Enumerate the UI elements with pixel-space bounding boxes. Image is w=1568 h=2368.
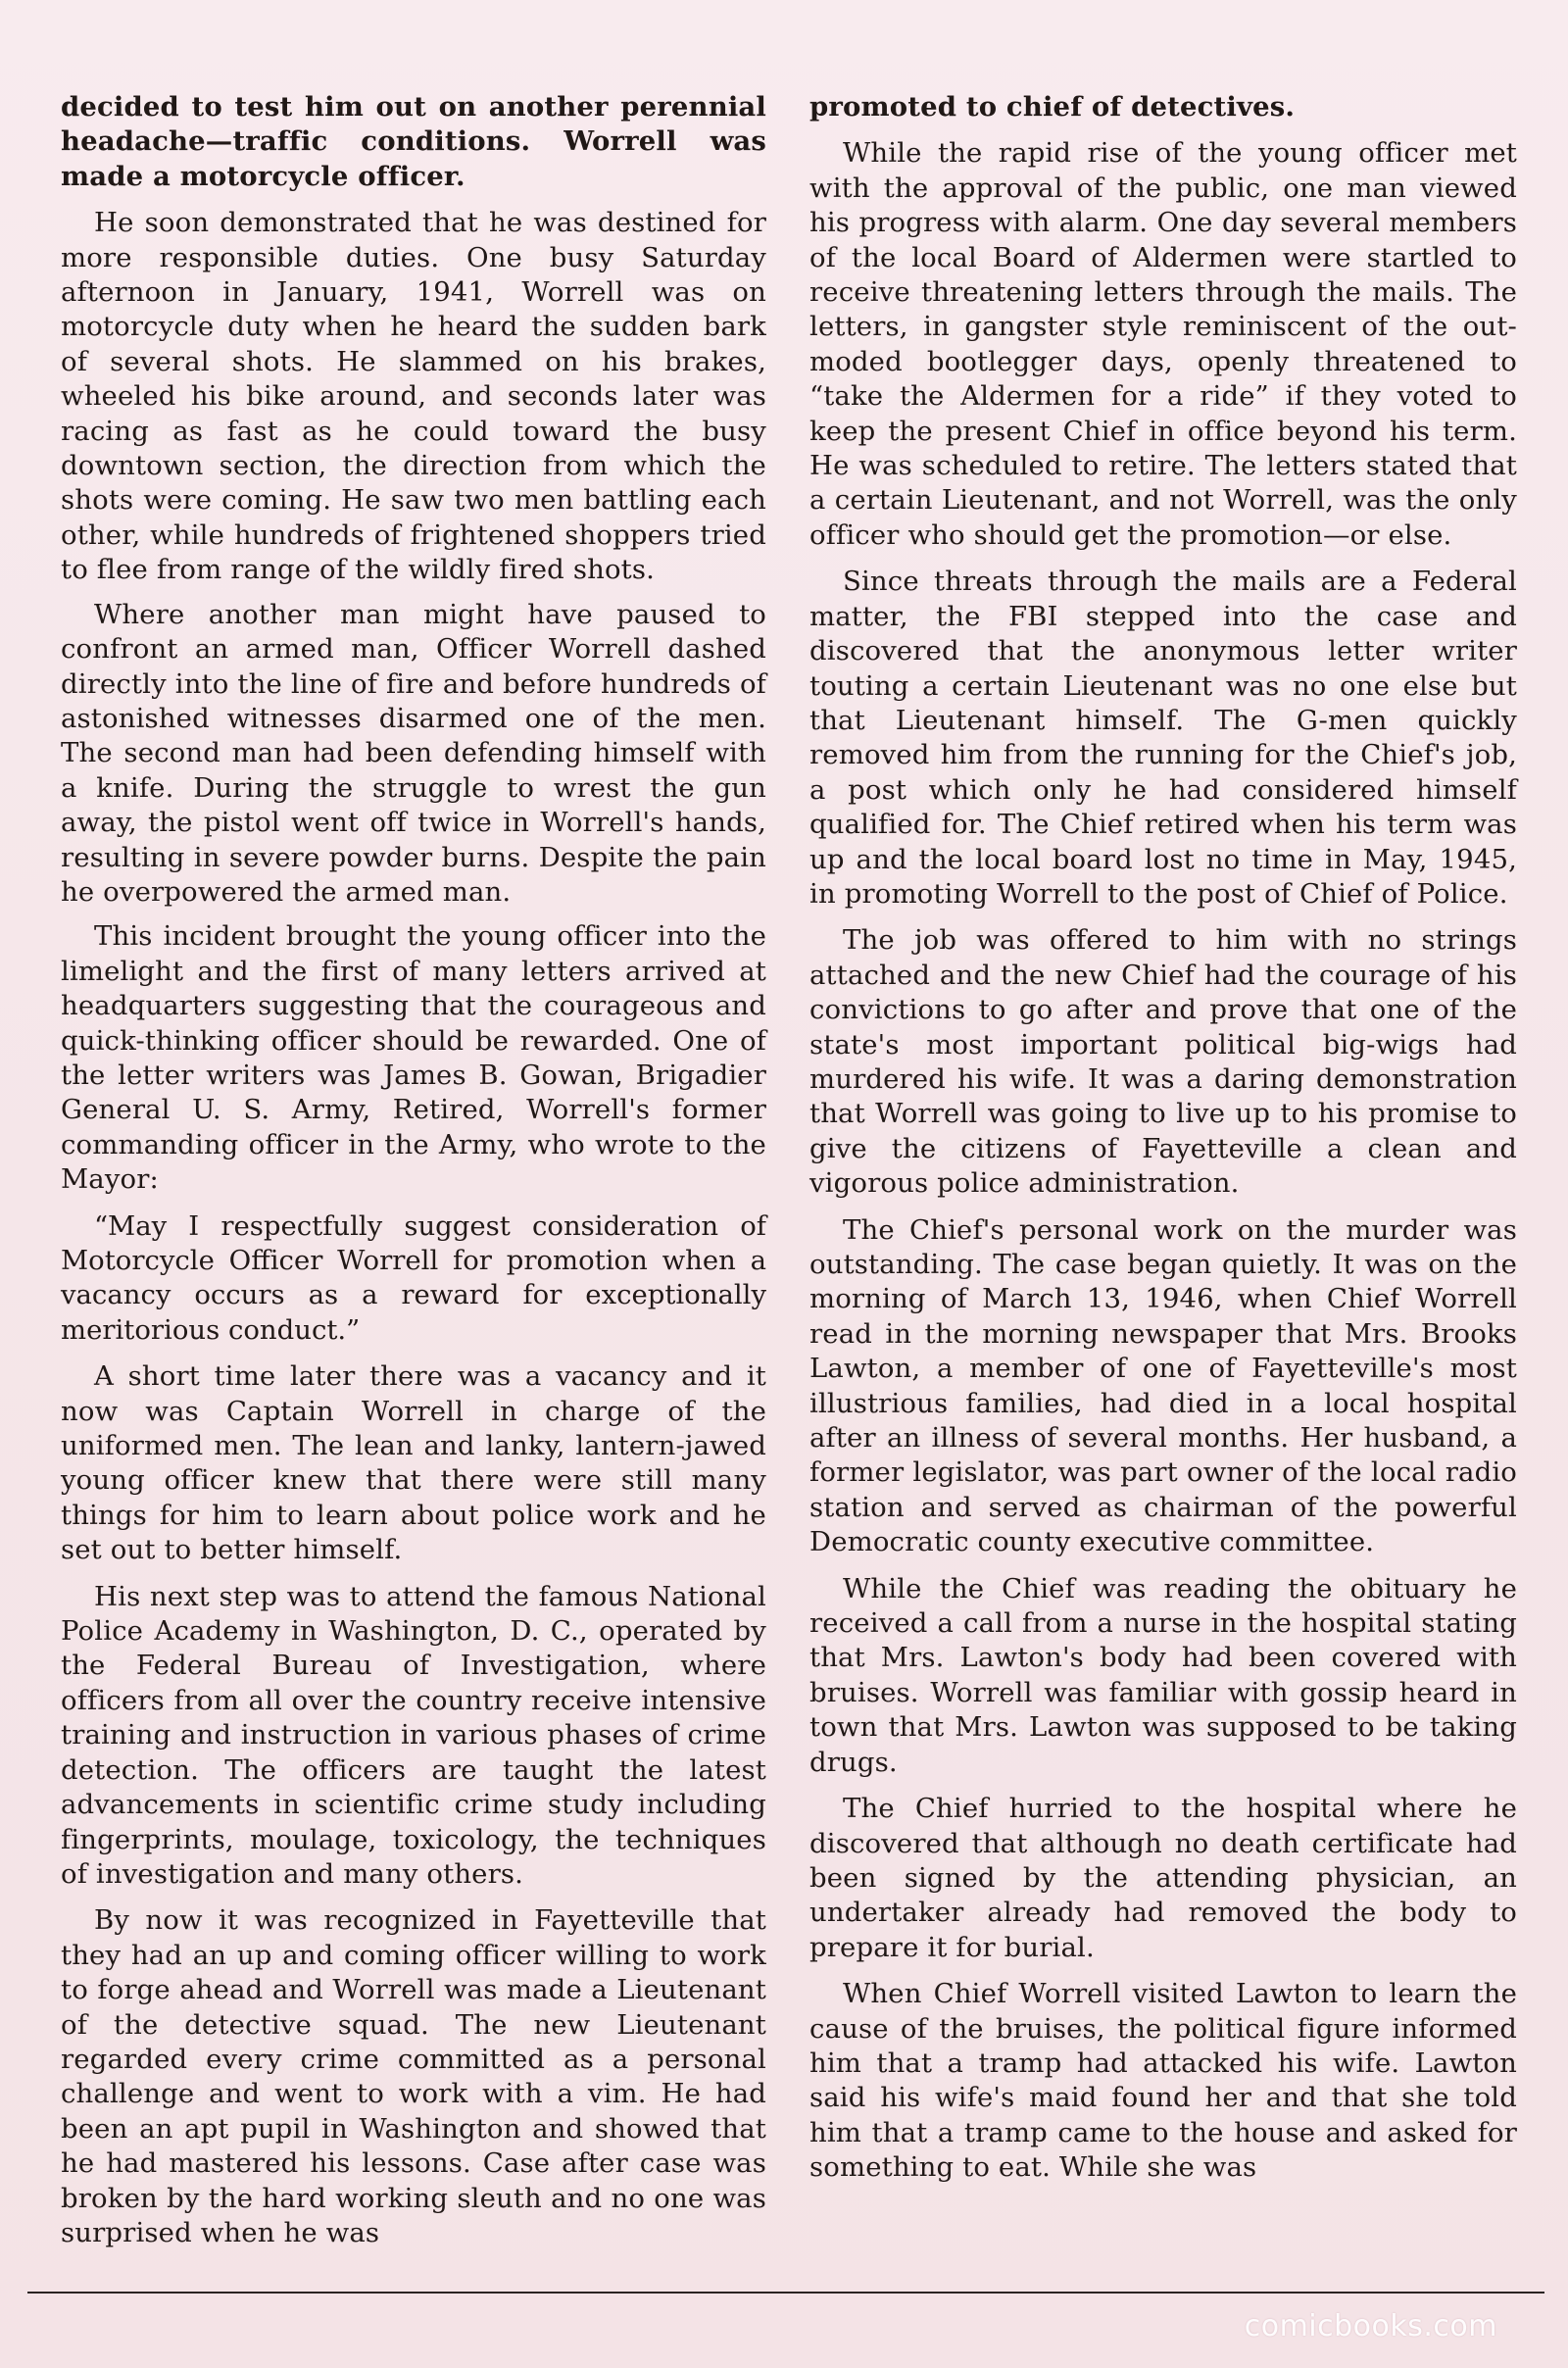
article-paragraph: While the rapid rise of the young officer met with the approval of the public, one man viewed his progress with alarm. One day several members of the local Board of Aldermen were startled to receive threatening letters through the mails. The letters, in gangster style reminiscent of the out-moded bootlegger days, openly threatened to “take the Aldermen for a ride” if they voted to keep the present Chief in office beyond his term. He was scheduled to retire. The letters stated that a certain Lieutenant, and not Worrell, was the only officer who should get the promotion—or else. [809,137,1517,551]
article-paragraph: A short time later there was a vacancy and it now was Captain Worrell in charge of the uniformed men. The lean and lanky, lantern-jawed young officer knew that there were still many things for him to learn about police work and he set out to better himself. [61,1360,766,1566]
article-paragraph: He soon demonstrated that he was destined for more responsible duties. One busy Saturday afternoon in January, 1941, Worrell was on motorcycle duty when he heard the sudden bark of several shots. He slammed on his brakes, wheeled his bike around, and seconds later was racing as fast as he could toward the busy downtown section, the direction from which the shots were coming. He saw two men battling each other, while hundreds of frightened shoppers tried to flee from range of the wildly fired shots. [61,207,766,586]
page-bottom-rule [27,2292,1544,2294]
article-paragraph: By now it was recognized in Fayetteville that they had an up and coming officer willing to work to forge ahead and Worrell was made a Lieutenant of the detective squad. The new Lieutenant regarded every crime committed as a personal challenge and went to work with a vim. He had been an apt pupil in Washington and showed that he had mastered his lessons. Case after case was broken by the hard working sleuth and no one was surprised when he was [61,1904,766,2248]
site-watermark: comicbooks.com [1244,2309,1497,2343]
article-paragraph: The Chief's personal work on the murder was outstanding. The case began quietly. It was on the morning of March 13, 1946, when Chief Worrell read in the morning newspaper that Mrs. Brooks Lawton, a member of one of Fayetteville's most illustrious families, had died in a local hospital after an illness of several months. Her husband, a former legislator, was part owner of the local radio station and served as chairman of the powerful Democratic county executive committee. [809,1213,1517,1558]
article-paragraph: decided to test him out on another perennial headache—traffic conditions. Worrell was made a motorcycle officer. [61,91,766,192]
quoted-letter: “May I respectfully suggest consideration of Motorcycle Officer Worrell for promotion when a vacancy occurs as a reward for exceptionally meritorious conduct.” [61,1209,766,1346]
article-paragraph: While the Chief was reading the obituary he received a call from a nurse in the hospital stating that Mrs. Lawton's body had been covered with bruises. Worrell was familiar with gossip heard in town that Mrs. Lawton was supposed to be taking drugs. [809,1572,1517,1778]
left-column [61,90,766,2262]
article-paragraph: promoted to chief of detectives. [809,91,1296,123]
article-paragraph: The Chief hurried to the hospital where he discovered that although no death certificate had been signed by the attending physician, an undertaker already had removed the body to prepare it for burial. [809,1793,1517,1963]
article-paragraph: Since threats through the mails are a Federal matter, the FBI stepped into the case and discovered that the anonymous letter writer touting a certain Lieutenant was no one else but that Lieutenant himself. The G-men quickly removed him from the running for the Chief's job, a post which only he had considered himself qualified for. The Chief retired when his term was up and the local board lost no time in May, 1945, in promoting Worrell to the post of Chief of Police. [809,566,1517,910]
article-paragraph: Where another man might have paused to confront an armed man, Officer Worrell dashed directly into the line of fire and before hundreds of astonished witnesses disarmed one of the men. The second man had been defending himself with a knife. During the struggle to wrest the gun away, the pistol went off twice in Worrell's hands, resulting in severe powder burns. Despite the pain he overpowered the armed man. [61,598,766,908]
article-paragraph: The job was offered to him with no strings attached and the new Chief had the courage of his convictions to go after and prove that one of the state's most important political big-wigs had murdered his wife. It was a daring demonstration that Worrell was going to live up to his promise to give the citizens of Fayetteville a clean and vigorous police administration. [809,924,1517,1200]
article-paragraph: His next step was to attend the famous National Police Academy in Washington, D. C., operated by the Federal Bureau of Investigation, where officers from all over the country receive intensive training and instruction in various phases of crime detection. The officers are taught the latest advancements in scientific crime study including fingerprints, moulage, toxicology, the techniques of investigation and many others. [61,1580,766,1890]
right-column [809,90,1517,2197]
article-paragraph: When Chief Worrell visited Lawton to learn the cause of the bruises, the political figure informed him that a tramp had attacked his wife. Lawton said his wife's maid found her and that she told him that a tramp came to the house and asked for something to eat. While she was [809,1978,1517,2184]
article-paragraph: This incident brought the young officer into the limelight and the first of many letters arrived at headquarters suggesting that the courageous and quick-thinking officer should be rewarded. One of the letter writers was James B. Gowan, Brigadier General U. S. Army, Retired, Worrell's former commanding officer in the Army, who wrote to the Mayor: [61,920,766,1196]
